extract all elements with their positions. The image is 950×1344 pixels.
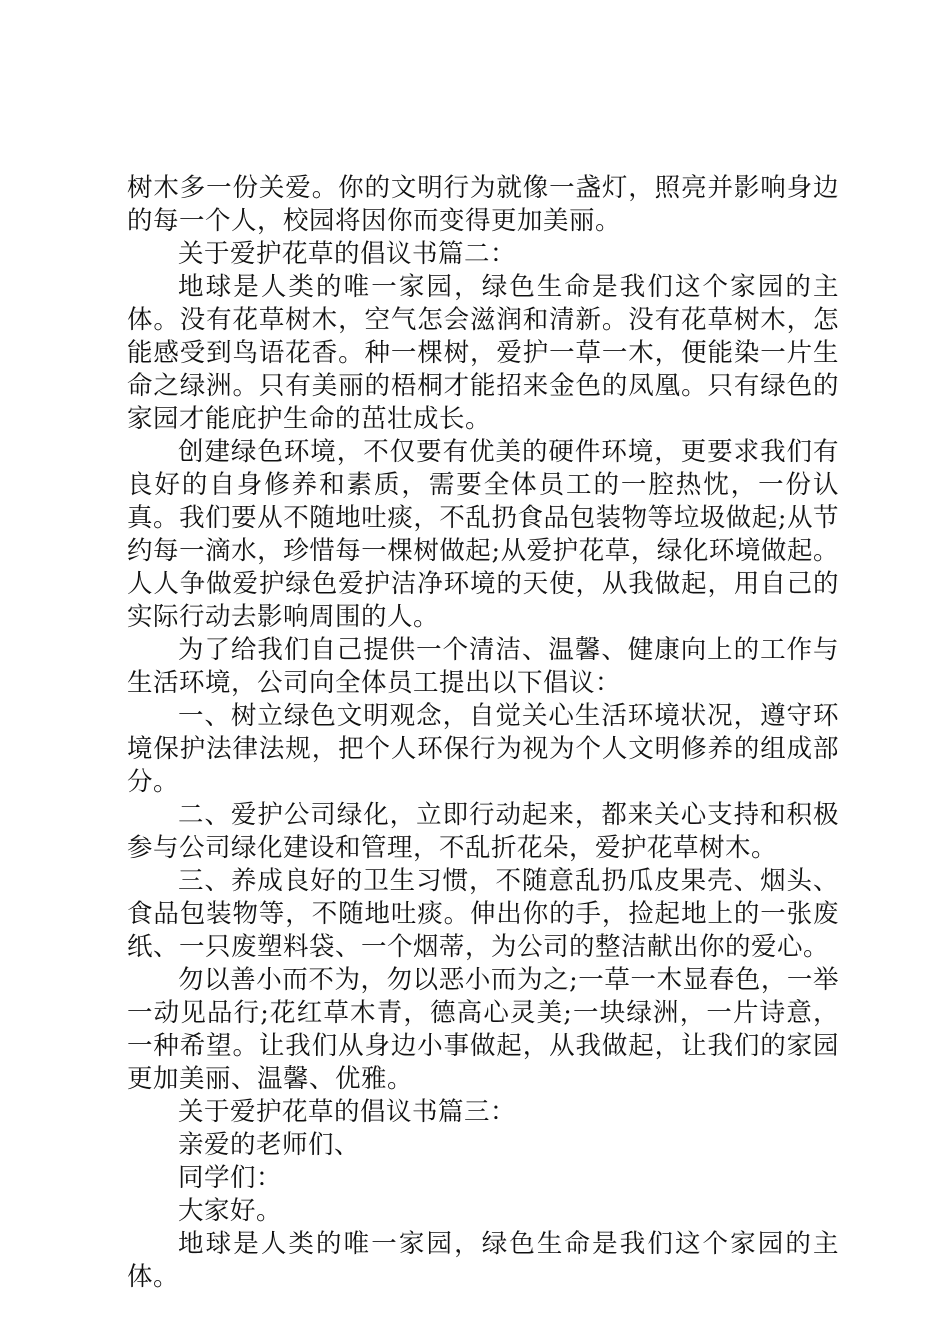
paragraph: 地球是人类的唯一家园，绿色生命是我们这个家园的主体。没有花草树木，空气怎会滋润和清新。没有花草树木，怎能感受到鸟语花香。种一棵树，爱护一草一木，便能染一片生命之绿洲。只有美丽的梧桐才能招来金色的凤凰。只有绿色的家园才能庇护生命的茁壮成长。 xyxy=(127,272,839,434)
paragraph-continuation: 树木多一份关爱。你的文明行为就像一盏灯，照亮并影响身边的每一个人，校园将因你而变得更加美丽。 xyxy=(127,173,839,236)
section-heading-3: 关于爱护花草的倡议书篇三： xyxy=(178,1097,517,1127)
proposal-item-3: 三、养成良好的卫生习惯，不随意乱扔瓜皮果壳、烟头、食品包装物等，不随地吐痰。伸出你的手，捡起地上的一张废纸、一只废塑料袋、一个烟蒂，为公司的整洁献出你的爱心。 xyxy=(127,866,839,962)
salutation-line: 亲爱的老师们、 xyxy=(178,1130,361,1160)
proposal-item-2: 二、爱护公司绿化，立即行动起来，都来关心支持和积极参与公司绿化建设和管理，不乱折花朵，爱护花草树木。 xyxy=(127,800,839,863)
greeting: 大家好。 xyxy=(178,1196,283,1226)
document-body xyxy=(127,172,839,1294)
proposal-item-1: 一、树立绿色文明观念，自觉关心生活环境状况，遵守环境保护法律法规，把个人环保行为视为个人文明修养的组成部分。 xyxy=(127,701,839,797)
paragraph: 创建绿色环境，不仅要有优美的硬件环境，更要求我们有良好的自身修养和素质，需要全体员工的一腔热忱，一份认真。我们要从不随地吐痰，不乱扔食品包装物等垃圾做起;从节约每一滴水，珍惜每一棵树做起;从爱护花草，绿化环境做起。人人争做爱护绿色爱护洁净环境的天使，从我做起，用自己的实际行动去影响周围的人。 xyxy=(127,437,839,632)
paragraph: 勿以善小而不为，勿以恶小而为之;一草一木显春色，一举一动见品行;花红草木青，德高心灵美;一块绿洲，一片诗意，一种希望。让我们从身边小事做起，从我做起，让我们的家园更加美丽、温馨、优雅。 xyxy=(127,965,839,1094)
paragraph: 为了给我们自己提供一个清洁、温馨、健康向上的工作与生活环境，公司向全体员工提出以下倡议： xyxy=(127,635,839,698)
section-heading-2: 关于爱护花草的倡议书篇二： xyxy=(178,239,517,269)
paragraph: 地球是人类的唯一家园，绿色生命是我们这个家园的主体。 xyxy=(127,1229,839,1292)
salutation-line: 同学们： xyxy=(178,1163,283,1193)
